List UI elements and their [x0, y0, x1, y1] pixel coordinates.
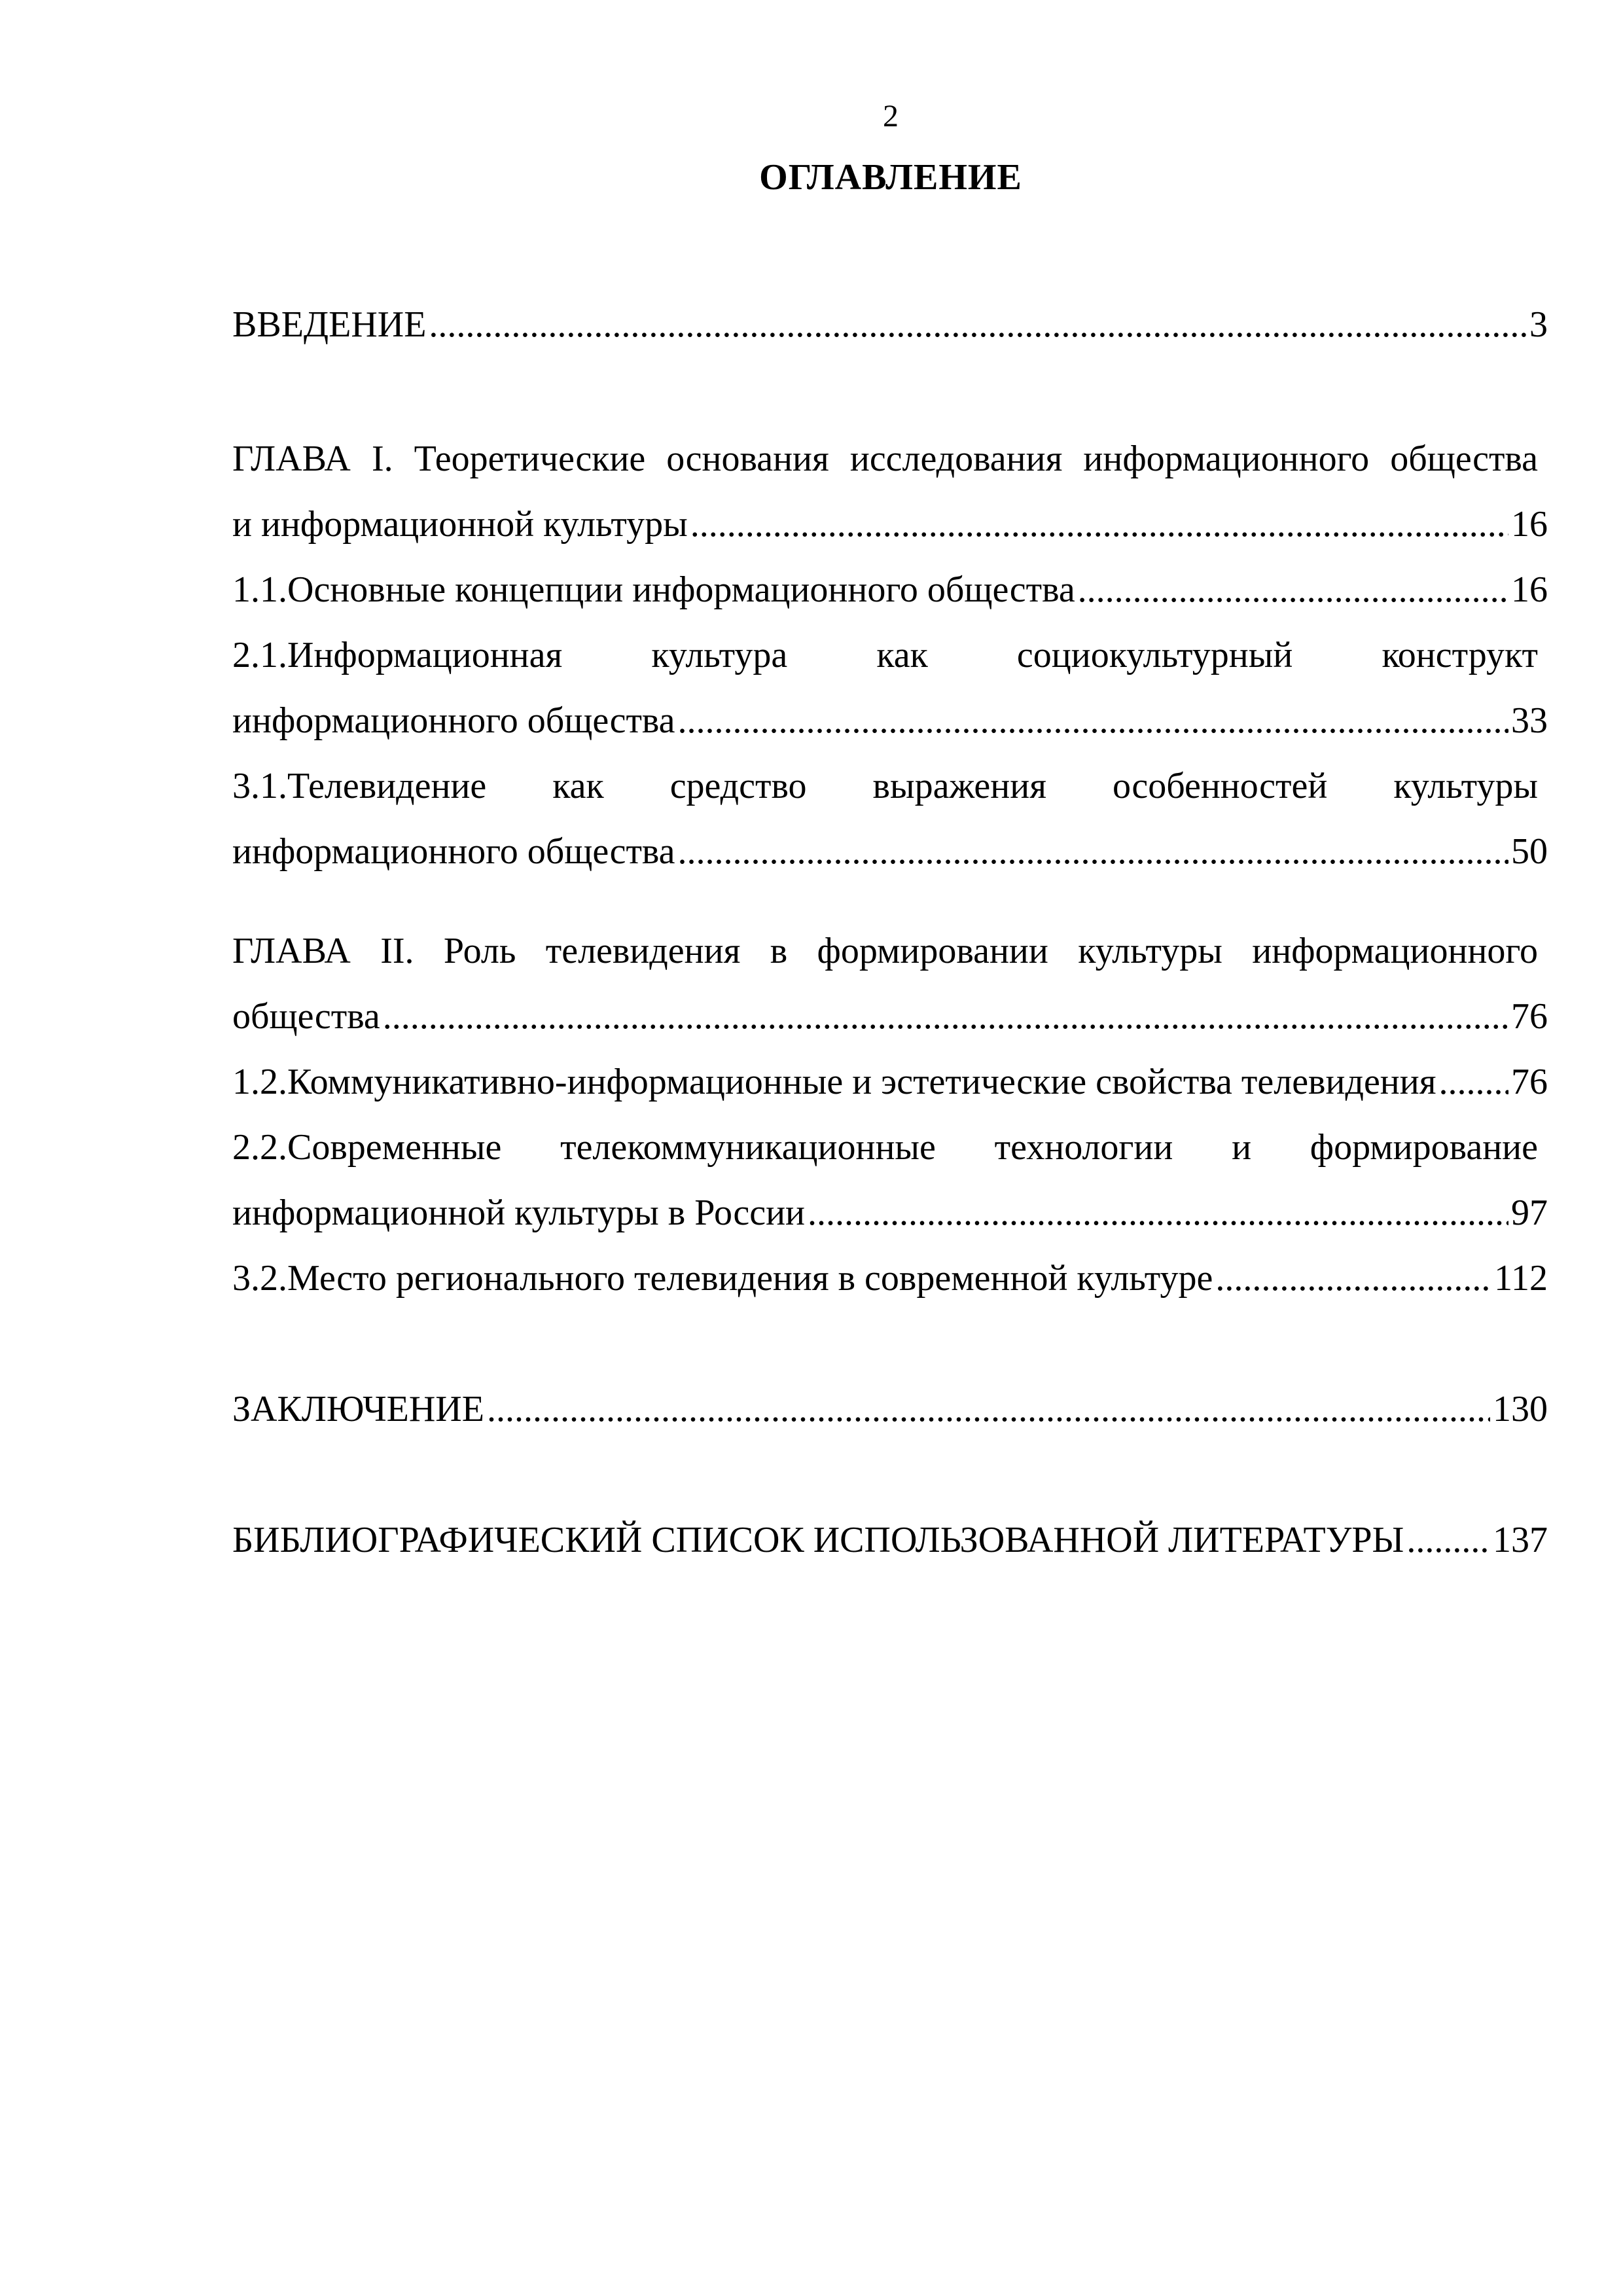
- toc-entry-conclusion[interactable]: [232, 1386, 1548, 1432]
- dot-leader: [677, 829, 1508, 874]
- toc-entry-section-2-1[interactable]: [232, 698, 1548, 744]
- toc-entry-text: 1.1.Основные концепции информационного общества: [232, 569, 1075, 610]
- toc-entry-text: общества: [232, 996, 380, 1037]
- toc-entry-bibliography[interactable]: [232, 1517, 1548, 1563]
- toc-entry-text: и информационной культуры: [232, 504, 688, 545]
- toc-page-number: 16: [1511, 504, 1548, 545]
- dot-leader: [1406, 1517, 1490, 1563]
- toc-page-number: 112: [1494, 1258, 1548, 1299]
- toc-entry-chapter-1[interactable]: [232, 501, 1548, 547]
- toc-entry-chapter-1-line-1[interactable]: ГЛАВА I. Теоретические основания исследования информационного общества: [232, 439, 1538, 479]
- toc-entry-chapter-2-line-1[interactable]: ГЛАВА II. Роль телевидения в формировании культуры информационного: [232, 931, 1538, 971]
- toc-entry-section-3-1[interactable]: [232, 829, 1548, 874]
- dot-leader: [1215, 1255, 1491, 1301]
- toc-page-number: 97: [1511, 1193, 1548, 1233]
- toc-entry-text: информационного общества: [232, 700, 675, 741]
- page-title: ОГЛАВЛЕНИЕ: [759, 157, 1022, 198]
- toc-entry-text: БИБЛИОГРАФИЧЕСКИЙ СПИСОК ИСПОЛЬЗОВАННОЙ ЛИТЕРАТУРЫ: [232, 1520, 1404, 1560]
- toc-entry-section-2-2-line-1[interactable]: 2.2.Современные телекоммуникационные технологии и формирование: [232, 1127, 1538, 1168]
- toc-page-number: 137: [1493, 1520, 1548, 1560]
- toc-entry-section-3-1-line-1[interactable]: 3.1.Телевидение как средство выражения особенностей культуры: [232, 766, 1538, 806]
- toc-entry-section-2-2[interactable]: [232, 1190, 1548, 1236]
- toc-entry-section-1-2[interactable]: [232, 1059, 1548, 1105]
- toc-entry-text: 1.2.Коммуникативно-информационные и эстетические свойства телевидения: [232, 1062, 1436, 1102]
- dot-leader: [1439, 1059, 1509, 1105]
- toc-page-number: 76: [1511, 1062, 1548, 1102]
- toc-entry-section-3-2[interactable]: [232, 1255, 1548, 1301]
- toc-entry-text: информационного общества: [232, 831, 675, 872]
- toc-page-number: 33: [1511, 700, 1548, 741]
- dot-leader: [383, 994, 1508, 1039]
- page-number: 2: [883, 99, 899, 134]
- toc-page-number: 76: [1511, 996, 1548, 1037]
- toc-page-number: 50: [1511, 831, 1548, 872]
- dot-leader: [808, 1190, 1508, 1236]
- dot-leader: [690, 501, 1508, 547]
- toc-entry-text: информационной культуры в России: [232, 1193, 806, 1233]
- dot-leader: [1078, 567, 1508, 613]
- toc-entry-chapter-2[interactable]: [232, 994, 1548, 1039]
- toc-entry-text: 3.2.Место регионального телевидения в современной культуре: [232, 1258, 1213, 1299]
- toc-page-number: 3: [1529, 304, 1548, 345]
- toc-entry-section-1-1[interactable]: [232, 567, 1548, 613]
- toc-entry-text: ЗАКЛЮЧЕНИЕ: [232, 1389, 484, 1429]
- toc-entry-text: ВВЕДЕНИЕ: [232, 304, 427, 345]
- toc-page-number: 16: [1511, 569, 1548, 610]
- toc-page-number: 130: [1493, 1389, 1548, 1429]
- toc-entry-introduction[interactable]: [232, 302, 1548, 348]
- toc-entry-section-2-1-line-1[interactable]: 2.1.Информационная культура как социокультурный конструкт: [232, 635, 1538, 675]
- dot-leader: [677, 698, 1508, 744]
- dot-leader: [487, 1386, 1490, 1432]
- dot-leader: [429, 302, 1527, 348]
